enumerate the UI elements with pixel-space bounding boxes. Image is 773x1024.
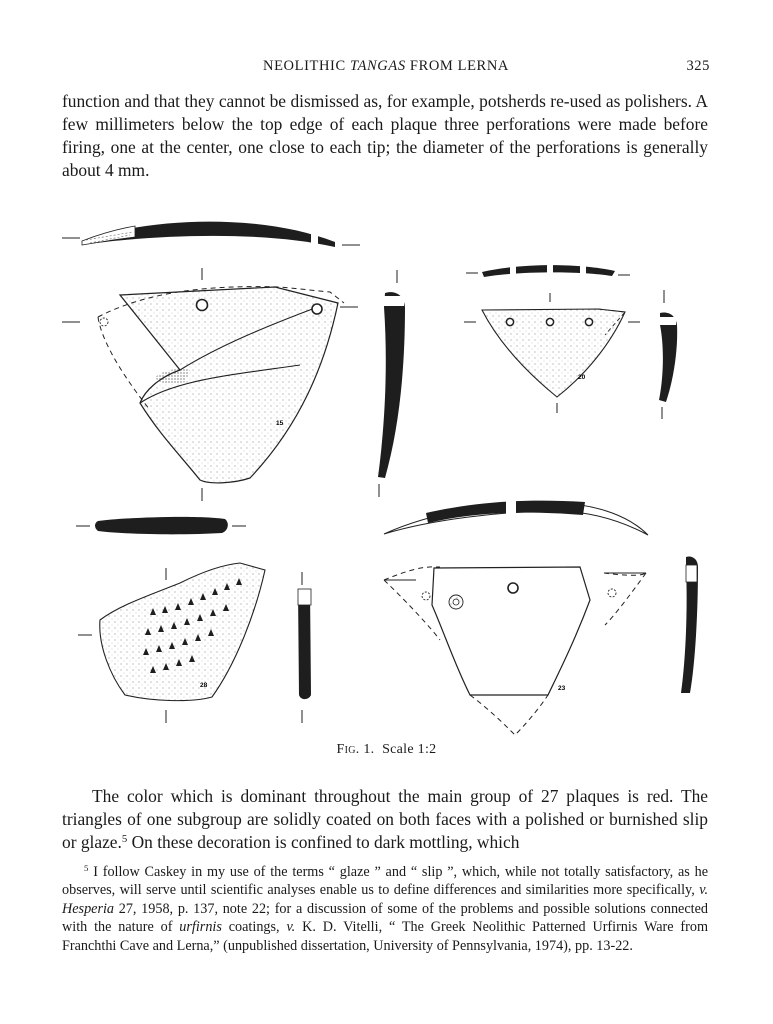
running-header (62, 58, 710, 78)
plaque-28-face (78, 563, 265, 723)
plaque-label-15: 15 (276, 420, 284, 427)
body-paragraph-bottom: The color which is dominant throughout the main group of 27 plaques is red. The triangles of one subgroup are solidly coated on both faces with a polished or burnished slip or glaze.$^5$ On these decoration is confined to dark mottling, which (62, 786, 708, 852)
plaque-23-top-profile (384, 497, 648, 535)
plaque-label-28: 28 (200, 682, 208, 689)
running-title: NEOLITHIC TANGAS FROM LERNA (263, 58, 509, 74)
plaque-28-side-profile (298, 572, 311, 723)
plaque-28-group (78, 563, 311, 723)
footnote-marker: 5 (84, 863, 89, 874)
plaque-15-face (62, 268, 358, 501)
footnote-reference: 5 (121, 833, 128, 846)
plaque-20-face (464, 293, 640, 413)
plaque-15-bottom-profile (76, 517, 246, 534)
body-paragraph-top: function and that they cannot be dismissed as, for example, potsherds re-used as polishers. A few millimeters below the top edge of each plaque three perforations were made before firing, one at the center, one close to each tip; the diameter of the perforations is generally about 4 mm. (62, 91, 708, 180)
plaque-20-top-profile (466, 263, 630, 277)
plaque-20-group (464, 263, 677, 419)
title-italic-word: TANGAS (349, 58, 406, 74)
plaque-15-side-profile (378, 270, 405, 497)
plaque-15-group (62, 222, 405, 535)
footnote-5: $^5$ I follow Caskey in my use of the terms “ glaze ” and “ slip ”, which, while not totally satisfactory, as he observes, will serve until scientific analyses enable us to define differences and similarities more specifically, v. Hesperia 27, 1958, p. 137, note 22; for a discussion of some of the problems and possible solutions connected with the nature of urfirnis coatings, v. K. D. Vitelli, “ The Greek Neolithic Patterned Urfirnis Ware from Franchthi Cave and Lerna,” (unpublished dissertation, University of Pennsylvania, 1974), pp. 13-22. (62, 863, 708, 954)
figure-drawings (0, 195, 773, 740)
plaque-label-20: 20 (578, 374, 586, 381)
figure-caption: Fig. 1. Scale 1:2 (336, 742, 437, 757)
figure-1 (0, 195, 773, 740)
plaque-23-side-profile (681, 556, 698, 693)
plaque-20-side-profile (659, 290, 677, 419)
plaque-label-23: 23 (558, 685, 566, 692)
plaque-15-top-profile (62, 222, 360, 247)
plaque-23-face (384, 567, 646, 735)
journal-name: Hesperia (62, 900, 115, 917)
plaque-23-group (384, 497, 698, 735)
page-number: 325 (686, 58, 710, 74)
